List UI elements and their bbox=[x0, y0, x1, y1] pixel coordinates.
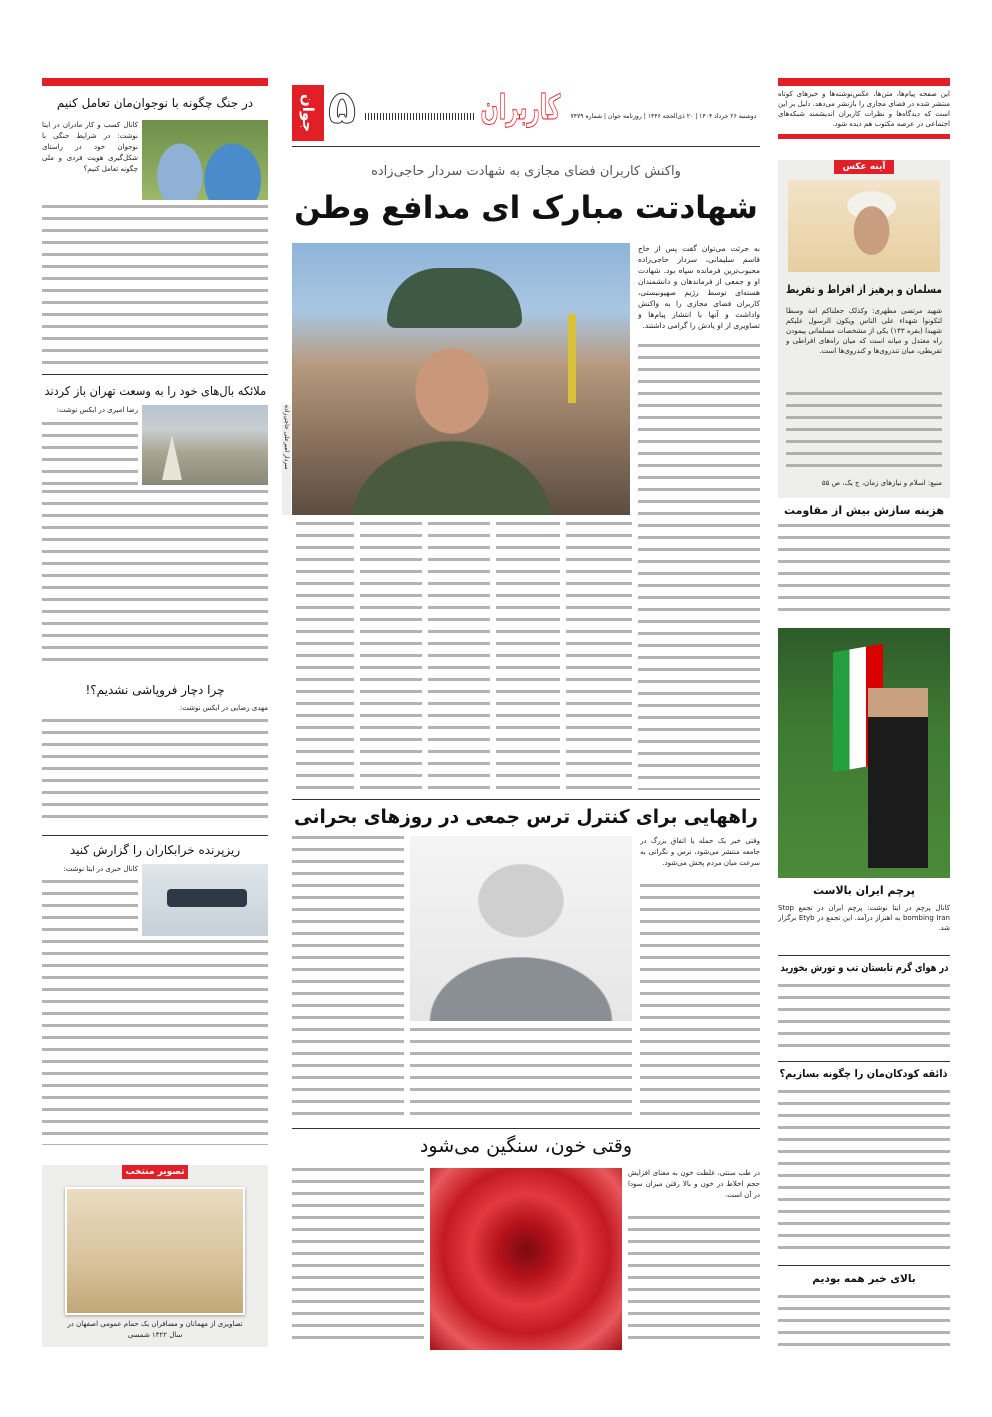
left-story4-headline bbox=[42, 843, 268, 859]
main-body-text bbox=[638, 344, 760, 790]
main-kicker-text: واکنش کاربران فضای مجازی به شهادت سردار حاجی‌زاده bbox=[371, 164, 681, 179]
featured-caption: تصاویری از مهمانان و مسافران یک حمام عمومی اصفهان در سال ۱۳۲۲ شمسی bbox=[67, 1320, 243, 1339]
blood-cells-image bbox=[430, 1168, 622, 1350]
quote-box-headline-text: مسلمان و پرهیز از افراط و تفریط bbox=[786, 283, 942, 296]
about-text: این صفحه پیام‌ها، متن‌ها، عکس‌نوشته‌ها و خبرهای کوتاه منتشر شده در فضای مجازی را بازنشر می‌دهد. دلیل بر این است که دیدگاه‌ها و نظرات کاربران اندیشمند شبکه‌های اجتماعی در عرصه مکتوب هم دیده شود. bbox=[778, 90, 950, 128]
left-story3-headline-text: چرا دچار فروپاشی نشدیم؟! bbox=[85, 683, 225, 697]
right-bottom-bar bbox=[778, 134, 950, 139]
left-story1-headline-text: در جنگ چگونه با نوجوان‌مان تعامل کنیم bbox=[56, 96, 254, 110]
right-story2-headline-text: پرچم ایران بالاست bbox=[812, 884, 915, 897]
right-rule bbox=[778, 1265, 950, 1266]
header-rule bbox=[292, 146, 760, 147]
crowd-intro: وقتی خبر یک حمله یا اتفاق بزرگ در جامعه منتشر می‌شود، ترس و نگرانی به سرعت میان مردم پخش می‌شود. bbox=[640, 837, 760, 867]
right-story5-headline bbox=[778, 1273, 950, 1287]
right-rule bbox=[778, 1061, 950, 1062]
left-story2-body bbox=[42, 422, 138, 485]
left-rule bbox=[42, 835, 268, 836]
left-story1-intro: کانال کسب و کار مادران در ایتا نوشت: در شرایط جنگی با نوجوان خود در راستای شکل‌گیری هویت فردی و ملی چگونه تعامل کنیم؟ bbox=[42, 121, 138, 173]
right-story1-headline bbox=[778, 504, 950, 518]
crowd-headline-text: راههایی برای کنترل ترس جمعی در روزهای بحرانی bbox=[294, 806, 758, 828]
crowd-headline bbox=[292, 805, 760, 830]
dateline-text: دوشنبه ۲۶ خرداد ۱۴۰۴ | ۲۰ ذی‌الحجه ۱۴۴۶ | روزنامه جوان | شماره ۷۴۷۹ bbox=[570, 112, 756, 120]
right-story1-headline-text: هزینه سازش بیش از مقاومت bbox=[784, 504, 944, 517]
main-body-col bbox=[360, 522, 422, 790]
main-kicker bbox=[292, 164, 760, 181]
blood-intro: در طب سنتی، غلظت خون به معنای افزایش حجم اخلاط در خون و بالا رفتن میزان سودا در آن است. bbox=[628, 1169, 760, 1199]
right-story3-headline bbox=[778, 962, 950, 976]
dateline bbox=[568, 112, 758, 120]
father-son-photo bbox=[142, 120, 268, 200]
crowd-body bbox=[410, 1028, 632, 1122]
quote-box-text: شهید مرتضی مطهری: وکذلک جعلناکم امة وسطا لتکونوا شهداء علی الناس ویکون الرسول علیکم شهیدا (بقره ۱۴۳) یکی از مشخصات مسلمانی پیمودن راه معتدل و میانه است که میان راه‌های افراطی و تفریطی، میان تندروی‌ها و کندروی‌ها است. bbox=[786, 307, 942, 355]
stressed-man-photo bbox=[410, 836, 632, 1021]
left-story4-body bbox=[42, 940, 268, 1145]
right-rule bbox=[778, 955, 950, 956]
tehran-aerial-photo bbox=[142, 405, 268, 485]
right-story5-body bbox=[778, 1295, 950, 1351]
photo-caption-strip: سردار امیرعلی حاجی‌زاده bbox=[282, 405, 291, 515]
historic-bath-photo bbox=[65, 1187, 245, 1315]
left-story4-body bbox=[42, 880, 138, 936]
left-story2-headline-text: ملائکه بال‌های خود را به وسعت تهران باز کردند bbox=[44, 384, 266, 398]
main-headline-text: شهادتت مبارک ای مدافع وطن bbox=[294, 190, 758, 226]
crowd-body bbox=[640, 884, 760, 1122]
quote-box-label: آینه عکس bbox=[834, 160, 894, 174]
cap bbox=[387, 268, 522, 328]
crowd-body bbox=[292, 836, 404, 1122]
blood-headline bbox=[292, 1134, 760, 1159]
dateline-pattern bbox=[365, 113, 475, 120]
page-number: ۵ bbox=[328, 80, 357, 134]
quote-box-headline bbox=[784, 283, 944, 297]
right-story1-body bbox=[778, 524, 950, 614]
main-intro: به جرئت می‌توان گفت پس از حاج قاسم سلیمانی، سردار حاجی‌زاده محبوب‌ترین فرمانده سپاه بود. شهادت او و جمعی از فرماندهان و دانشمندان هسته‌ای توسط رژیم صهیونیستی، کاربران فضای مجازی را به واکنش واداشت و آنها با انتشار پیام‌ها و تصاویری از او یادش را گرامی داشتند. bbox=[638, 244, 760, 330]
right-story4-body bbox=[778, 1090, 950, 1253]
right-story2-text: کانال پرچم در ایتا نوشت: پرچم ایران در تجمع Stop bombing Iran به اهتزاز درآمد. این تجمع در Etyb برگزار شد. bbox=[778, 904, 950, 932]
right-top-bar bbox=[778, 78, 950, 86]
right-story3-headline-text: در هوای گرم تابستان تب و تورش بخورید bbox=[780, 962, 948, 974]
section-title bbox=[478, 88, 562, 134]
azadi-tower bbox=[162, 435, 182, 480]
right-story4-headline bbox=[778, 1068, 950, 1082]
right-story4-headline-text: ذائقه کودکان‌مان را چگونه بسازیم؟ bbox=[779, 1068, 949, 1080]
left-story3-body bbox=[42, 719, 268, 825]
main-headline bbox=[292, 188, 760, 228]
blood-headline-text: وقتی خون، سنگین می‌شود bbox=[419, 1135, 633, 1157]
left-story3-headline bbox=[42, 683, 268, 699]
section-rule bbox=[292, 799, 760, 800]
blood-body bbox=[292, 1168, 424, 1348]
main-body-col bbox=[566, 522, 632, 790]
logo: جوان bbox=[292, 85, 324, 141]
quote-box-body bbox=[786, 392, 942, 472]
left-story2-body bbox=[42, 490, 268, 665]
left-story4-intro: کانال خبری در ایتا نوشت: bbox=[63, 865, 138, 873]
motahhari-portrait bbox=[788, 180, 940, 272]
main-photo bbox=[292, 243, 630, 515]
right-story3-body bbox=[778, 984, 950, 1052]
left-story4-headline-text: ریزپرنده خرابکاران را گزارش کنید bbox=[69, 843, 241, 857]
right-story5-headline-text: بالای خبر همه بودیم bbox=[812, 1273, 916, 1285]
drone bbox=[167, 889, 247, 907]
left-story2-intro: رضا امیری در ایکس نوشت: bbox=[56, 406, 138, 414]
section-rule bbox=[292, 1128, 760, 1129]
section-title-text: کاربران bbox=[480, 88, 560, 128]
left-story2-headline bbox=[42, 384, 268, 400]
main-body-col bbox=[296, 522, 354, 790]
drone-photo bbox=[142, 864, 268, 936]
main-body-col bbox=[428, 522, 490, 790]
person bbox=[868, 688, 928, 868]
left-top-bar bbox=[42, 78, 268, 86]
blood-body bbox=[628, 1216, 760, 1348]
left-rule bbox=[42, 374, 268, 375]
main-body-col bbox=[496, 522, 560, 790]
featured-label: تصویر منتخب bbox=[122, 1165, 188, 1179]
left-story1-body bbox=[42, 205, 268, 365]
left-story3-intro: مهدی رضایی در ایکس نوشت: bbox=[179, 704, 268, 712]
quote-box-source: منبع: اسلام و نیازهای زمان، ج یک، ص ۵۵ bbox=[821, 479, 942, 487]
right-story2-headline bbox=[778, 884, 950, 898]
left-story1-headline bbox=[42, 96, 268, 112]
iran-flag-protest-photo bbox=[778, 628, 950, 878]
missile bbox=[568, 313, 576, 403]
